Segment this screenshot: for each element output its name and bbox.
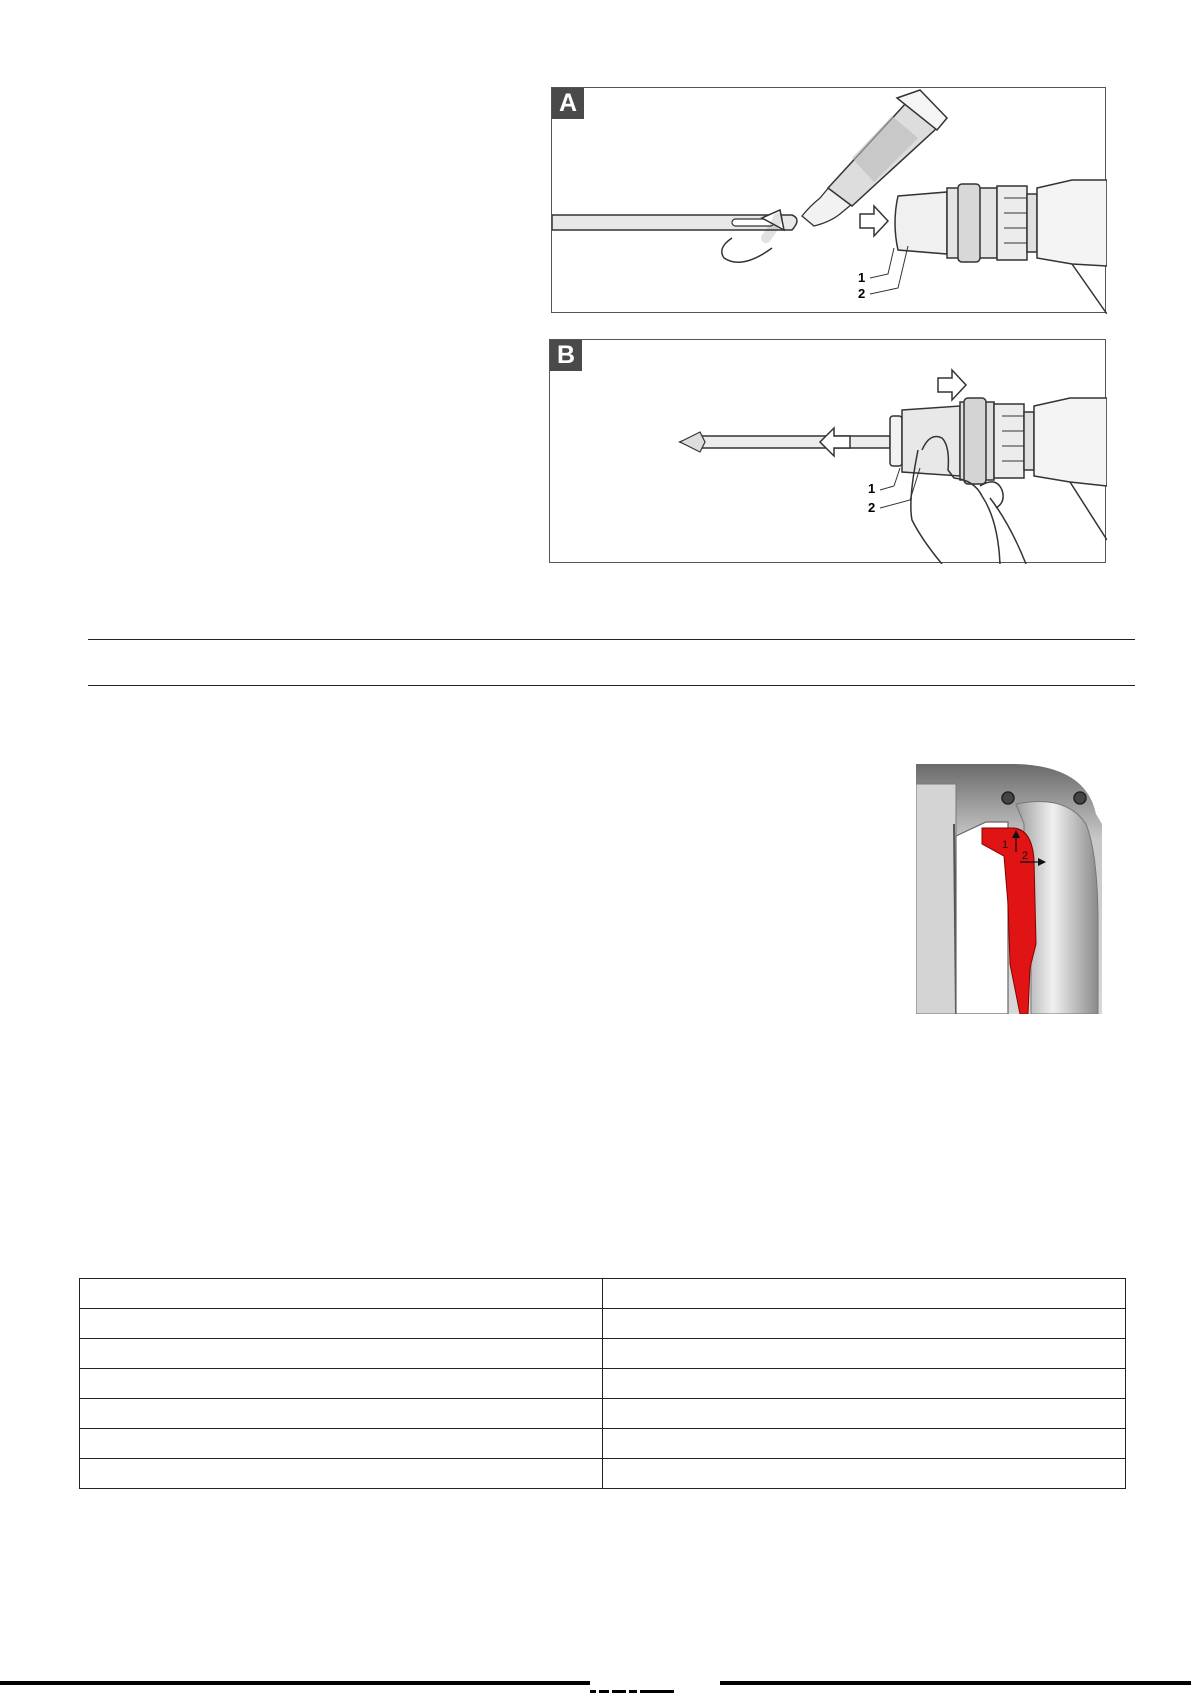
section-divider-top (88, 639, 1135, 640)
screw-icon (1074, 792, 1086, 804)
table-cell (80, 1369, 603, 1399)
table-cell (80, 1339, 603, 1369)
callout-2: 2 (1022, 850, 1029, 862)
table-row (80, 1369, 1126, 1399)
panel-b-illustration (550, 340, 1107, 564)
tool-chuck (890, 398, 1107, 540)
specification-table (79, 1278, 1126, 1489)
table-cell (80, 1429, 603, 1459)
table-cell (603, 1429, 1126, 1459)
callout-1: 1 (868, 481, 876, 496)
callout-1: 1 (858, 270, 866, 285)
table-cell (603, 1309, 1126, 1339)
trigger-handle-illustration (916, 764, 1102, 1014)
table-row (80, 1309, 1126, 1339)
table-row (80, 1429, 1126, 1459)
table-cell (80, 1399, 603, 1429)
scan-marks (590, 1680, 720, 1685)
table-row (80, 1459, 1126, 1489)
table-cell (603, 1369, 1126, 1399)
table-cell (603, 1399, 1126, 1429)
chisel-bit (680, 432, 890, 452)
screw-icon (1002, 792, 1014, 804)
table-row (80, 1279, 1126, 1309)
callout-1: 1 (1002, 839, 1009, 851)
table-cell (80, 1279, 603, 1309)
table-row (80, 1399, 1126, 1429)
pull-sleeve-arrow-icon (938, 370, 966, 400)
table-cell (603, 1279, 1126, 1309)
insert-direction-arrow-icon (860, 206, 888, 236)
figure-panel-a (551, 87, 1106, 313)
section-divider-bottom (88, 685, 1135, 686)
callout-2: 2 (858, 286, 866, 301)
table-cell (80, 1309, 603, 1339)
callout-2: 2 (868, 500, 876, 515)
figure-panel-b (549, 339, 1106, 563)
drill-bit-shaft (552, 215, 797, 230)
table-cell (603, 1459, 1126, 1489)
withdraw-arrow-icon (820, 428, 850, 456)
panel-label-a: A (552, 88, 584, 119)
table-cell (603, 1339, 1126, 1369)
tool-chuck (895, 180, 1107, 314)
panel-a-illustration (552, 88, 1107, 314)
table-row (80, 1339, 1126, 1369)
table-cell (80, 1459, 603, 1489)
panel-label-b: B (550, 340, 582, 371)
